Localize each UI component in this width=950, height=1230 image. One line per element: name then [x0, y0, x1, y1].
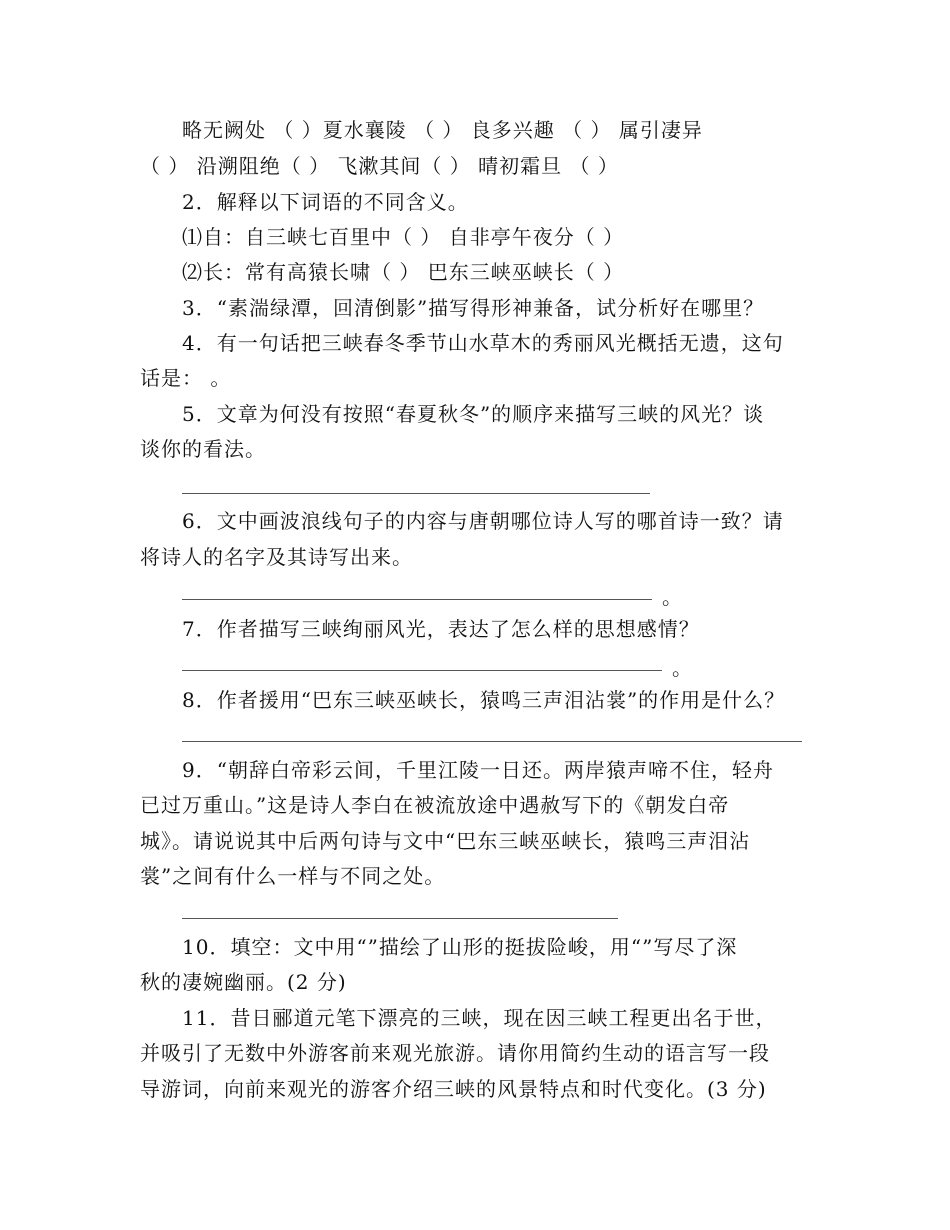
text-line: 导游词，向前来观光的游客介绍三峡的风景特点和时代变化。(3 分) — [140, 1077, 767, 1101]
text-line: ⑵长：常有高猿长啸（ ） 巴东三峡巫峡长（ ） — [182, 260, 625, 284]
text-line: 5．文章为何没有按照“春夏秋冬”的顺序来描写三峡的风光？谈 — [182, 402, 765, 426]
answer-line[interactable] — [182, 918, 618, 919]
text-line: 城》。请说说其中后两句诗与文中“巴东三峡巫峡长，猿鸣三声泪沾 — [140, 829, 751, 853]
answer-line[interactable] — [182, 741, 802, 742]
text-line: 并吸引了无数中外游客前来观光旅游。请你用简约生动的语言写一段 — [140, 1041, 770, 1065]
text-line: 11．昔日郦道元笔下漂亮的三峡，现在因三峡工程更出名于世， — [182, 1006, 777, 1030]
text-line: 话是： 。 — [140, 366, 232, 390]
text-line: 略无阙处 （ ）夏水襄陵 （ ） 良多兴趣 （ ） 属引凄异 — [182, 118, 703, 142]
period-mark: 。 — [672, 656, 692, 680]
text-line: 裳”之间有什么一样与不同之处。 — [140, 864, 446, 888]
text-line: 8．作者援用“巴东三峡巫峡长，猿鸣三声泪沾裳”的作用是什么？ — [182, 688, 786, 712]
period-mark: 。 — [662, 585, 682, 609]
text-line: 9．“朝辞白帝彩云间，千里江陵一日还。两岸猿声啼不住，轻舟 — [182, 758, 774, 782]
text-line: ⑴自：自三峡七百里中（ ） 自非亭午夜分（ ） — [182, 225, 625, 249]
text-line: 2．解释以下词语的不同含义。 — [182, 190, 469, 214]
text-line: 6．文中画波浪线句子的内容与唐朝哪位诗人写的哪首诗一致？请 — [182, 509, 784, 533]
text-line: 秋的凄婉幽丽。(2 分) — [140, 970, 347, 994]
text-line: （ ） 沿溯阻绝（ ） 飞漱其间（ ） 晴初霜旦 （ ） — [140, 154, 619, 178]
answer-line[interactable] — [182, 670, 662, 671]
text-line: 7．作者描写三峡绚丽风光，表达了怎么样的思想感情？ — [182, 617, 700, 641]
answer-line[interactable] — [182, 493, 650, 494]
answer-line[interactable] — [182, 599, 652, 600]
text-line: 将诗人的名字及其诗写出来。 — [140, 545, 413, 569]
text-line: 4．有一句话把三峡春冬季节山水草木的秀丽风光概括无遗，这句 — [182, 331, 784, 355]
text-line: 3．“素湍绿潭，回清倒影”描写得形神兼备，试分析好在哪里？ — [182, 296, 765, 320]
text-line: 谈你的看法。 — [140, 437, 266, 461]
text-line: 10．填空：文中用“”描绘了山形的挺拔险峻，用“”写尽了深 — [182, 935, 738, 959]
text-line: 已过万重山。”这是诗人李白在被流放途中遇赦写下的《朝发白帝 — [140, 793, 730, 817]
